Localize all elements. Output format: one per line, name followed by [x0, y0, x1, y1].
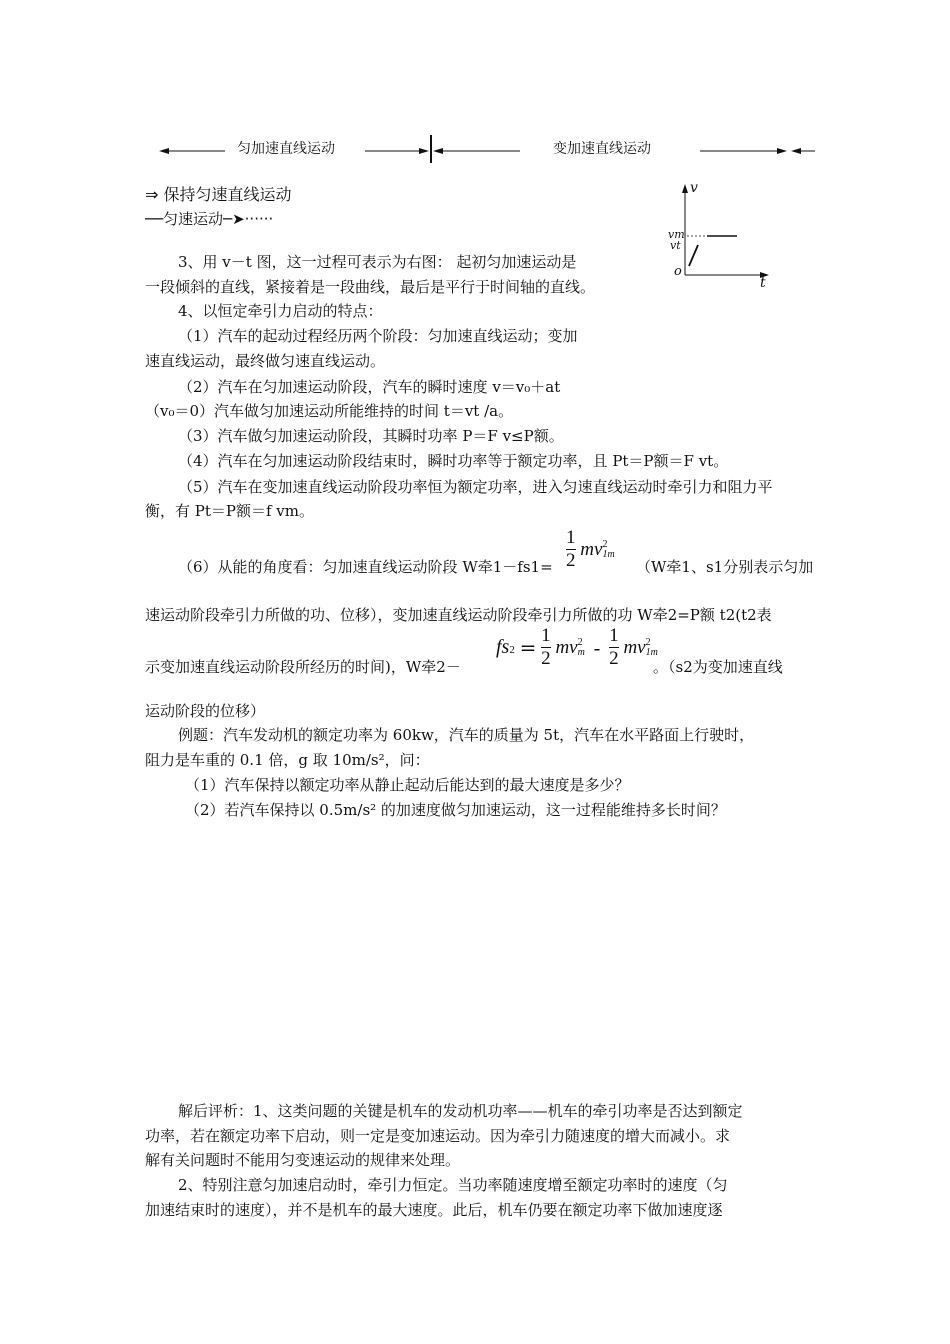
formula-den: 2 — [566, 550, 576, 571]
para-3a: 3、用 v－t 图，这一过程可表示为右图： 起初匀加速运动是 — [178, 253, 577, 271]
formula-num: 1 — [566, 527, 576, 548]
graph-vt-label: vt — [670, 239, 681, 252]
formula-fraction — [566, 527, 576, 572]
phase-left-label: 匀加速直线运动 — [237, 141, 335, 157]
formula-minus: - — [593, 635, 601, 660]
para-s5b: 衡，有 Pt＝P额＝f vm。 — [145, 502, 314, 520]
formula-mv1m: mv 2 1m — [623, 636, 658, 659]
formula-work-2 — [496, 625, 658, 670]
question-1: （1）汽车保持以额定功率从静止起动后能达到的最大速度是多少？ — [185, 776, 630, 794]
formula-mvm: mv 2 m — [555, 636, 585, 659]
formula-fraction-b: $\frac{1}{2}$ — [609, 625, 619, 669]
formula-kinetic-1 — [566, 527, 615, 572]
para-s2a: （2）汽车在匀加速运动阶段，汽车的瞬时速度 v＝v₀＋at — [178, 378, 561, 396]
para-4: 4、以恒定牵引力启动的特点： — [178, 302, 383, 320]
para-s6c-pre: 示变加速直线运动阶段所经历的时间)，W牵2－ — [145, 658, 461, 676]
remark-line-1: 解后评析：1、这类问题的关键是机车的发动机功率——机车的牵引功率是否达到额定 — [178, 1102, 743, 1120]
para-s6d: 运动阶段的位移） — [145, 702, 266, 720]
graph-y-label: v — [690, 180, 698, 196]
para-s6a-post: （W牵1、s1分别表示匀加 — [636, 558, 814, 576]
para-s6c-post: 。（s2为变加速直线 — [653, 658, 783, 676]
formula-mv: mv 2 1m — [580, 538, 615, 561]
remark-line-3: 解有关问题时不能用匀变速运动的规律来处理。 — [145, 1151, 461, 1169]
formula-fraction-a: $\frac{1}{2}$ — [541, 625, 551, 669]
para-3b: 一段倾斜的直线，紧接着是一段曲线，最后是平行于时间轴的直线。 — [145, 278, 596, 296]
para-s1a: （1）汽车的起动过程经历两个阶段：匀加速直线运动；变加 — [178, 327, 578, 345]
para-s2b: （v₀＝0）汽车做匀加速运动所能维持的时间 t＝vt /a。 — [145, 402, 514, 420]
flow-keep: ⇒ 保持匀速直线运动 — [145, 185, 292, 204]
example-line-2: 阻力是车重的 0.1 倍，g 取 10m/s²，问： — [145, 751, 430, 769]
graph-vm-label: vm — [668, 228, 685, 241]
question-2: （2）若汽车保持以 0.5m/s² 的加速度做匀加速运动，这一过程能维持多长时间？ — [185, 801, 726, 819]
formula-fs2: fs2 — [496, 636, 515, 658]
remark-line-5: 加速结束时的速度），并不是机车的最大速度。此后，机车仍要在额定功率下做加速度逐 — [145, 1201, 723, 1219]
flow-uniform: ──匀速运动─➤······ — [145, 210, 274, 228]
example-line-1: 例题：汽车发动机的额定功率为 60kw，汽车的质量为 5t，汽车在水平路面上行驶时， — [178, 726, 755, 744]
para-s6b: 速运动阶段牵引力所做的功、位移），变加速直线运动阶段牵引力所做的功 W牵2=P额 t2(t2表 — [145, 606, 772, 624]
graph-origin-label: o — [674, 264, 682, 279]
phase-right-label: 变加速直线运动 — [553, 141, 651, 157]
remark-line-2: 功率，若在额定功率下启动，则一定是变加速运动。因为牵引力随速度的增大而减小。求 — [145, 1127, 731, 1145]
remark-line-4: 2、特别注意匀加速启动时，牵引力恒定。当功率随速度增至额定功率时的速度（匀 — [178, 1176, 728, 1194]
para-s4: （4）汽车在匀加速运动阶段结束时，瞬时功率等于额定功率，且 Pt＝P额＝F vt。 — [178, 452, 729, 470]
para-s6a-pre: （6）从能的角度看：匀加速直线运动阶段 W牵1－fs1= — [178, 558, 553, 576]
formula-eq: = — [519, 635, 537, 660]
para-s3: （3）汽车做匀加速运动阶段，其瞬时功率 P＝F v≤P额。 — [178, 427, 564, 445]
para-s1b: 速直线运动，最终做匀速直线运动。 — [145, 352, 386, 370]
para-s5a: （5）汽车在变加速直线运动阶段功率恒为额定功率，进入匀速直线运动时牵引力和阻力平 — [178, 478, 773, 496]
graph-x-label: t — [760, 275, 766, 291]
